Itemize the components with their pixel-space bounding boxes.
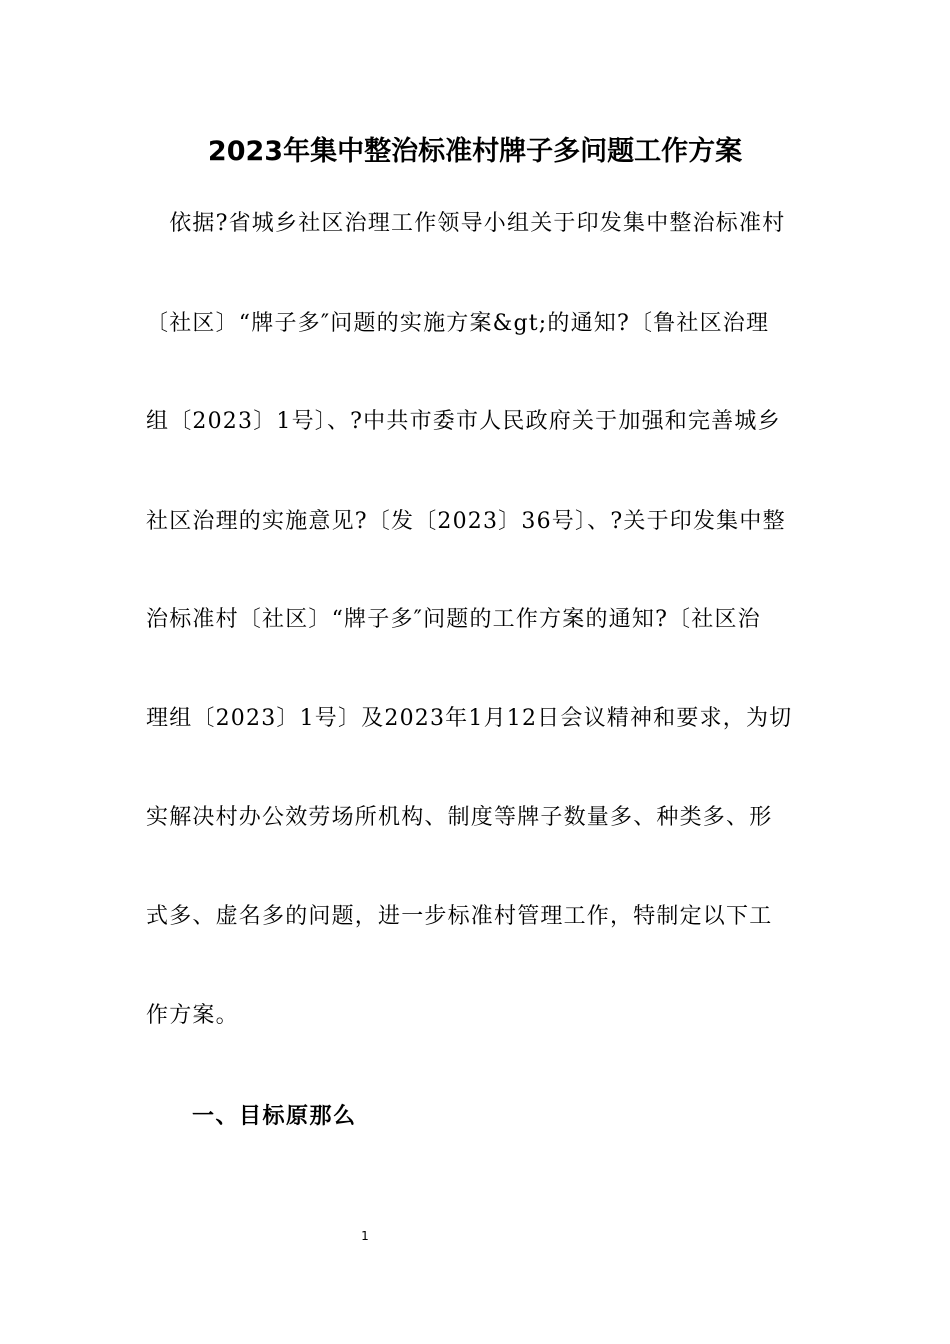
page-number: 1: [361, 1229, 369, 1243]
paragraph-line: 〔社区〕“牌子多″问题的实施方案&gt;的通知?〔鲁社区治理: [146, 311, 770, 336]
paragraph-line: 作方案。: [146, 1003, 239, 1028]
paragraph-line: 治标准村〔社区〕“牌子多″问题的工作方案的通知?〔社区治: [146, 607, 761, 632]
paragraph-line: 组〔2023〕1号〕、?中共市委市人民政府关于加强和完善城乡: [146, 409, 781, 434]
paragraph-line: 式多、虚名多的问题，进一步标准村管理工作，特制定以下工: [146, 904, 773, 929]
paragraph-line: 依据?省城乡社区治理工作领导小组关于印发集中整治标准村: [146, 211, 786, 236]
paragraph-line: 社区治理的实施意见?〔发〔2023〕36号〕、?关于印发集中整: [146, 509, 786, 534]
section-heading: 一、目标原那么: [192, 1103, 357, 1129]
paragraph-line: 理组〔2023〕1号〕及2023年1月12日会议精神和要求，为切: [146, 706, 793, 731]
document-title: 2023年集中整治标准村牌子多问题工作方案: [207, 136, 743, 167]
paragraph-line: 实解决村办公效劳场所机构、制度等牌子数量多、种类多、形: [146, 805, 773, 830]
